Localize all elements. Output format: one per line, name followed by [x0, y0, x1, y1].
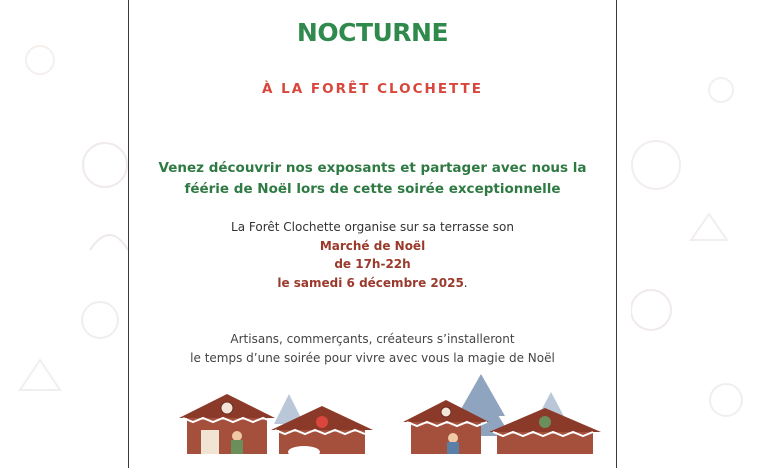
event-date-period: .	[463, 275, 468, 290]
event-date: le samedi 6 décembre 2025	[277, 275, 464, 290]
faint-ornament-pattern-icon	[0, 0, 128, 455]
faint-ornament-pattern-icon	[631, 0, 759, 455]
background-decoration-right	[631, 0, 759, 455]
poster-closing	[129, 330, 616, 367]
poster-title: NOCTURNE	[296, 18, 449, 47]
intro-line: Venez découvrir nos exposants et partager avec nous la	[158, 160, 587, 176]
background-decoration-left	[0, 0, 128, 455]
poster-event-details	[129, 218, 616, 292]
intro-line: féérie de Noël lors de cette soirée exceptionnelle	[184, 181, 561, 197]
poster-intro	[129, 158, 616, 200]
event-hours: de 17h-22h	[334, 257, 411, 271]
details-line: La Forêt Clochette organise sur sa terrasse son	[231, 220, 514, 234]
event-poster	[128, 0, 617, 468]
christmas-market-stalls-with-trees-icon	[401, 374, 601, 454]
closing-line: le temps d’une soirée pour vivre avec vous la magie de Noël	[190, 350, 555, 365]
closing-line: Artisans, commerçants, créateurs s’installeront	[230, 332, 515, 346]
poster-subtitle: À LA FORÊT CLOCHETTE	[261, 81, 483, 97]
christmas-market-stalls-icon	[179, 374, 379, 454]
event-name: Marché de Noël	[319, 238, 426, 253]
